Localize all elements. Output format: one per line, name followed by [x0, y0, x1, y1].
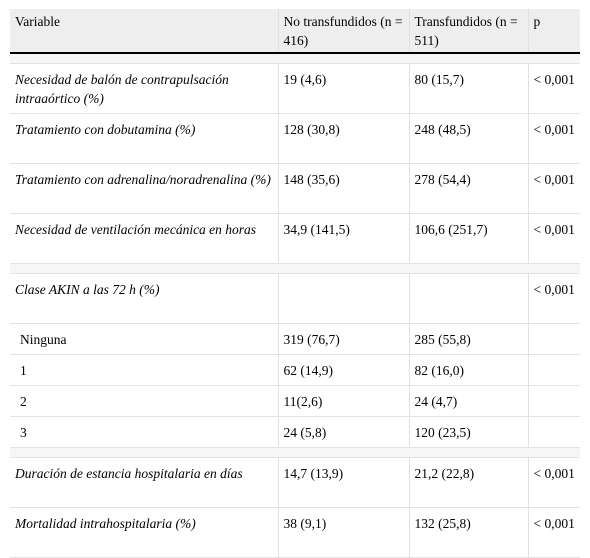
cell-transfused: 120 (23,5)	[409, 416, 528, 447]
table-row	[10, 416, 580, 447]
table-row	[10, 273, 580, 323]
cell-no-transfused: 319 (76,7)	[278, 323, 409, 354]
table-row	[10, 457, 580, 507]
cell-no-transfused: 62 (14,9)	[278, 354, 409, 385]
row-label: Ninguna	[20, 331, 67, 347]
spacer-row	[10, 53, 580, 63]
row-label: Duración de estancia hospitalaria en días	[15, 465, 243, 481]
cell-transfused	[409, 273, 528, 323]
row-label: Tratamiento con adrenalina/noradrenalina (%)	[15, 171, 271, 187]
cell-p	[528, 354, 580, 385]
cell-transfused: 82 (16,0)	[409, 354, 528, 385]
cell-no-transfused: 38 (9,1)	[278, 507, 409, 557]
cell-transfused: 80 (15,7)	[409, 63, 528, 113]
spacer-row	[10, 447, 580, 457]
cell-p	[528, 416, 580, 447]
cell-no-transfused: 34,9 (141,5)	[278, 213, 409, 263]
table-row	[10, 507, 580, 557]
table-body	[10, 53, 580, 557]
cell-transfused: 285 (55,8)	[409, 323, 528, 354]
cell-no-transfused: 14,7 (13,9)	[278, 457, 409, 507]
cell-p: < 0,001	[528, 63, 580, 113]
row-label: Tratamiento con dobutamina (%)	[15, 121, 196, 137]
table-row	[10, 385, 580, 416]
cell-p: < 0,001	[528, 273, 580, 323]
row-label: 2	[20, 393, 27, 409]
row-label: Mortalidad intrahospitalaria (%)	[15, 515, 196, 531]
table-row	[10, 354, 580, 385]
cell-transfused: 132 (25,8)	[409, 507, 528, 557]
cell-no-transfused: 19 (4,6)	[278, 63, 409, 113]
header-p: p	[528, 9, 580, 53]
cell-p: < 0,001	[528, 163, 580, 213]
table-row	[10, 163, 580, 213]
header-no-transfused: No transfundidos (n = 416)	[278, 9, 409, 53]
cell-p	[528, 323, 580, 354]
cell-p: < 0,001	[528, 213, 580, 263]
cell-transfused: 248 (48,5)	[409, 113, 528, 163]
cell-p: < 0,001	[528, 113, 580, 163]
cell-no-transfused: 128 (30,8)	[278, 113, 409, 163]
row-label: Necesidad de ventilación mecánica en horas	[15, 221, 257, 237]
cell-transfused: 106,6 (251,7)	[409, 213, 528, 263]
header-variable: Variable	[10, 9, 278, 53]
table-row	[10, 113, 580, 163]
table-row	[10, 63, 580, 113]
row-label: Clase AKIN a las 72 h (%)	[15, 281, 160, 297]
cell-p: < 0,001	[528, 507, 580, 557]
table-header	[10, 9, 580, 53]
row-label: 3	[20, 424, 27, 440]
table-row	[10, 323, 580, 354]
row-label: 1	[20, 362, 27, 378]
cell-transfused: 21,2 (22,8)	[409, 457, 528, 507]
cell-p	[528, 385, 580, 416]
cell-transfused: 278 (54,4)	[409, 163, 528, 213]
cell-p: < 0,001	[528, 457, 580, 507]
cell-no-transfused: 148 (35,6)	[278, 163, 409, 213]
results-table	[10, 9, 580, 558]
cell-no-transfused: 11(2,6)	[278, 385, 409, 416]
header-transfused: Transfundidos (n = 511)	[409, 9, 528, 53]
spacer-row	[10, 263, 580, 273]
table-row	[10, 213, 580, 263]
cell-no-transfused: 24 (5,8)	[278, 416, 409, 447]
cell-transfused: 24 (4,7)	[409, 385, 528, 416]
row-label: Necesidad de balón de contrapulsación intraaórtico (%)	[15, 71, 229, 106]
cell-no-transfused	[278, 273, 409, 323]
